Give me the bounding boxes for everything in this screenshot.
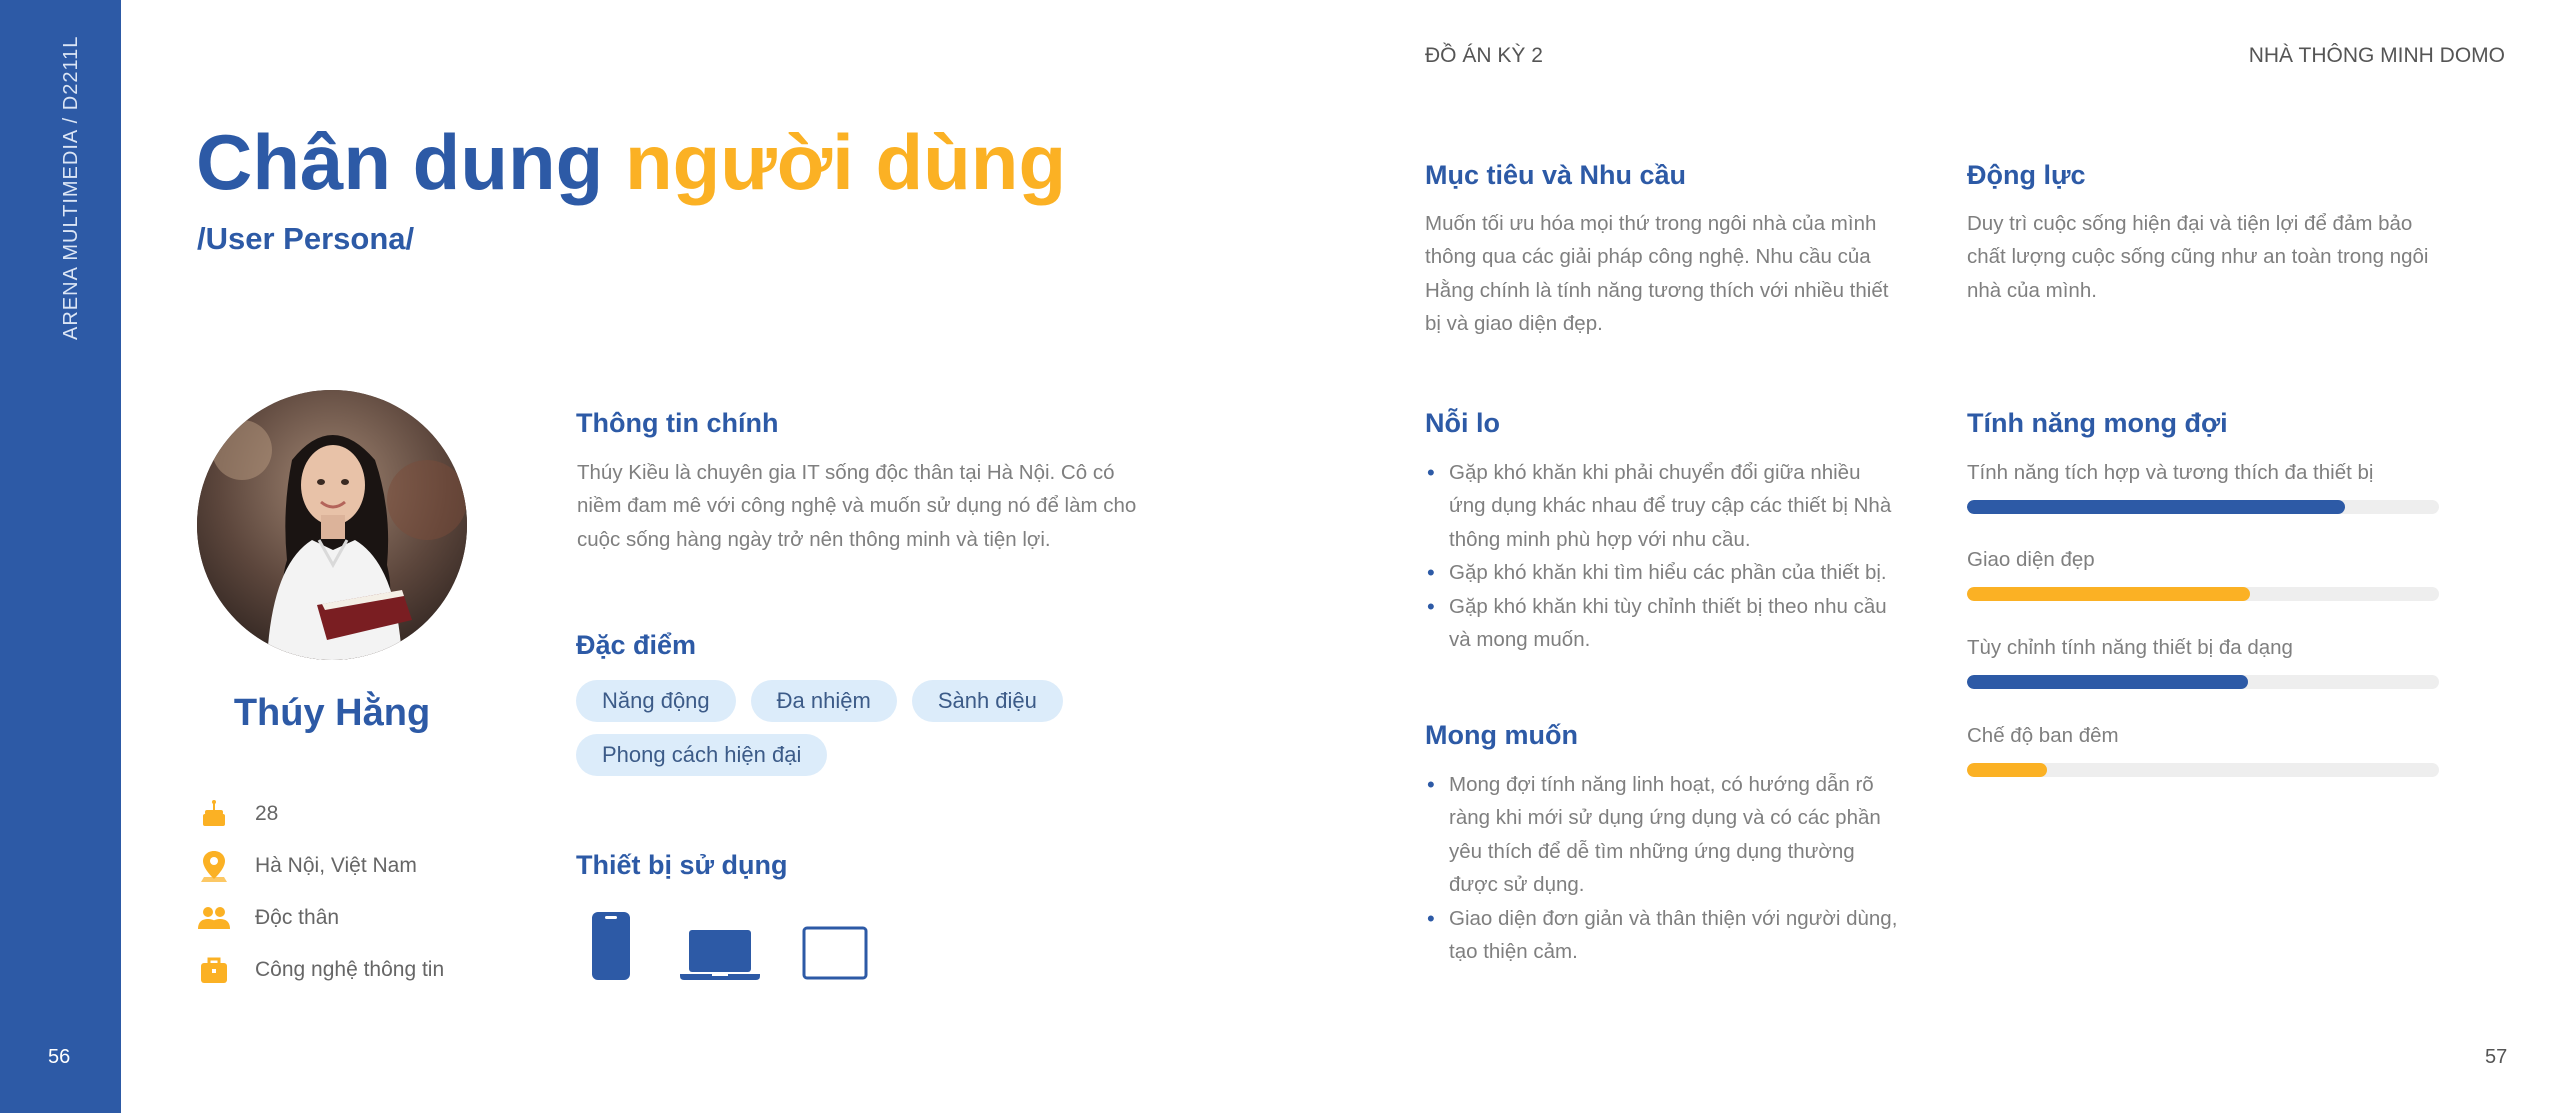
concern-line: • Gặp khó khăn khi phải chuyển đổi giữa nhiều	[1449, 461, 1861, 484]
wish-item	[1425, 768, 1905, 902]
persona-location: Hà Nội, Việt Nam	[255, 854, 417, 877]
persona-profession-row	[197, 952, 444, 988]
wish-line: được sử dụng.	[1449, 873, 1585, 897]
laptop-icon	[680, 928, 760, 987]
motivation-line: nhà của mình.	[1967, 278, 2097, 302]
feature-bar-track	[1967, 675, 2439, 689]
briefcase-icon	[197, 953, 231, 987]
feature-item	[1967, 547, 2439, 601]
people-icon	[197, 901, 231, 935]
concern-line: và mong muốn.	[1449, 628, 1591, 652]
traits-tags	[576, 680, 1136, 788]
concern-line: • Gặp khó khăn khi tùy chỉnh thiết bị theo nhu cầu	[1449, 594, 1887, 618]
main-info-title: Thông tin chính	[576, 408, 779, 438]
wishes-list	[1425, 768, 1905, 968]
goals-line: Hằng chính là tính năng tương thích với nhiều thiết	[1425, 278, 1889, 302]
persona-name: Thúy Hằng	[233, 692, 431, 734]
persona-age-row	[197, 796, 278, 832]
feature-bar-track	[1967, 500, 2439, 514]
main-info-text	[577, 456, 1136, 556]
wish-line: yêu thích để dễ tìm những ứng dụng thường	[1449, 839, 1855, 863]
page-number-right: 57	[2485, 1046, 2508, 1068]
page-title-part1: Chân dung	[196, 118, 604, 206]
persona-marital-status: Độc thân	[255, 906, 340, 929]
feature-label: Giao diện đẹp	[1967, 548, 2095, 571]
goals-line: bị và giao diện đẹp.	[1425, 312, 1603, 336]
persona-portrait-image	[197, 390, 467, 660]
concern-line: • Gặp khó khăn khi tìm hiểu các phần của thiết bị.	[1449, 561, 1887, 585]
trait-tag: Sành điệu	[912, 680, 1063, 722]
smartphone-icon	[590, 910, 632, 987]
concern-item	[1425, 556, 1905, 589]
motivation-line: chất lượng cuộc sống cũng như an toàn trong ngôi	[1967, 245, 2429, 269]
sidebar-course-label: ARENA MULTIMEDIA / D2211L	[60, 35, 82, 340]
expected-features-title: Tính năng mong đợi	[1967, 408, 2228, 438]
trait-tag: Năng động	[576, 680, 736, 722]
goals-line: thông qua các giải pháp công nghệ. Nhu cầu của	[1425, 245, 1871, 269]
wishes-title: Mong muốn	[1425, 720, 1578, 750]
page-number-left: 56	[48, 1046, 71, 1068]
wish-line: tạo thiện cảm.	[1449, 940, 1578, 964]
feature-bar-fill	[1967, 763, 2047, 777]
concern-line: thông minh phù hợp với nhu cầu.	[1449, 527, 1751, 551]
feature-bar-fill	[1967, 675, 2248, 689]
wish-line: • Giao diện đơn giản và thân thiện với người dùng,	[1449, 906, 1898, 930]
concern-item	[1425, 590, 1905, 657]
goals-text	[1425, 207, 1888, 341]
persona-avatar	[197, 390, 467, 660]
sidebar	[0, 0, 121, 1113]
feature-bar-fill	[1967, 500, 2345, 514]
feature-bar-track	[1967, 763, 2439, 777]
header-product-name: NHÀ THÔNG MINH DOMO	[2248, 44, 2505, 67]
devices-title: Thiết bị sử dụng	[576, 850, 788, 880]
persona-age: 28	[255, 802, 279, 825]
motivation-title: Động lực	[1967, 160, 2086, 190]
goals-line: Muốn tối ưu hóa mọi thứ trong ngôi nhà của mình	[1425, 212, 1877, 235]
feature-label: Tính năng tích hợp và tương thích đa thiết bị	[1967, 461, 2374, 484]
page-title-part2: người dùng	[624, 118, 1067, 206]
devices-list	[590, 910, 868, 987]
feature-bar-track	[1967, 587, 2439, 601]
feature-item	[1967, 460, 2439, 514]
feature-item	[1967, 635, 2439, 689]
wish-item	[1425, 902, 1905, 969]
page-title	[196, 120, 1066, 206]
location-pin-icon	[197, 849, 231, 883]
concerns-title: Nỗi lo	[1425, 408, 1500, 438]
wish-line: • Mong đợi tính năng linh hoạt, có hướng dẫn rõ	[1449, 773, 1874, 796]
persona-location-row	[197, 848, 417, 884]
tablet-icon	[802, 926, 868, 987]
concern-line: ứng dụng khác nhau để truy cập các thiết bị Nhà	[1449, 494, 1892, 518]
persona-profession: Công nghệ thông tin	[255, 958, 445, 981]
wish-line: ràng khi mới sử dụng ứng dụng và có các phần	[1449, 806, 1881, 830]
feature-label: Tùy chỉnh tính năng thiết bị đa dạng	[1967, 636, 2293, 659]
trait-tag: Phong cách hiện đại	[576, 734, 827, 776]
motivation-line: Duy trì cuộc sống hiện đại và tiện lợi để đảm bảo	[1967, 212, 2413, 235]
traits-title: Đặc điểm	[576, 630, 697, 660]
goals-title: Mục tiêu và Nhu cầu	[1425, 160, 1687, 190]
cake-icon	[197, 797, 231, 831]
feature-item	[1967, 723, 2439, 777]
persona-marital-row	[197, 900, 339, 936]
feature-bar-fill	[1967, 587, 2250, 601]
main-info-line: niềm đam mê với công nghệ và muốn sử dụng nó để làm cho	[577, 494, 1137, 518]
concern-item	[1425, 456, 1905, 556]
header-project-label: ĐỒ ÁN KỲ 2	[1425, 44, 1543, 67]
concerns-list	[1425, 456, 1905, 656]
motivation-text	[1967, 207, 2428, 307]
page-subtitle: /User Persona/	[197, 221, 415, 256]
main-info-line: cuộc sống hàng ngày trở nên thông minh và tiện lợi.	[577, 527, 1051, 551]
main-info-line: Thúy Kiều là chuyên gia IT sống độc thân tại Hà Nội. Cô có	[577, 461, 1115, 484]
trait-tag: Đa nhiệm	[751, 680, 897, 722]
feature-label: Chế độ ban đêm	[1967, 724, 2119, 747]
